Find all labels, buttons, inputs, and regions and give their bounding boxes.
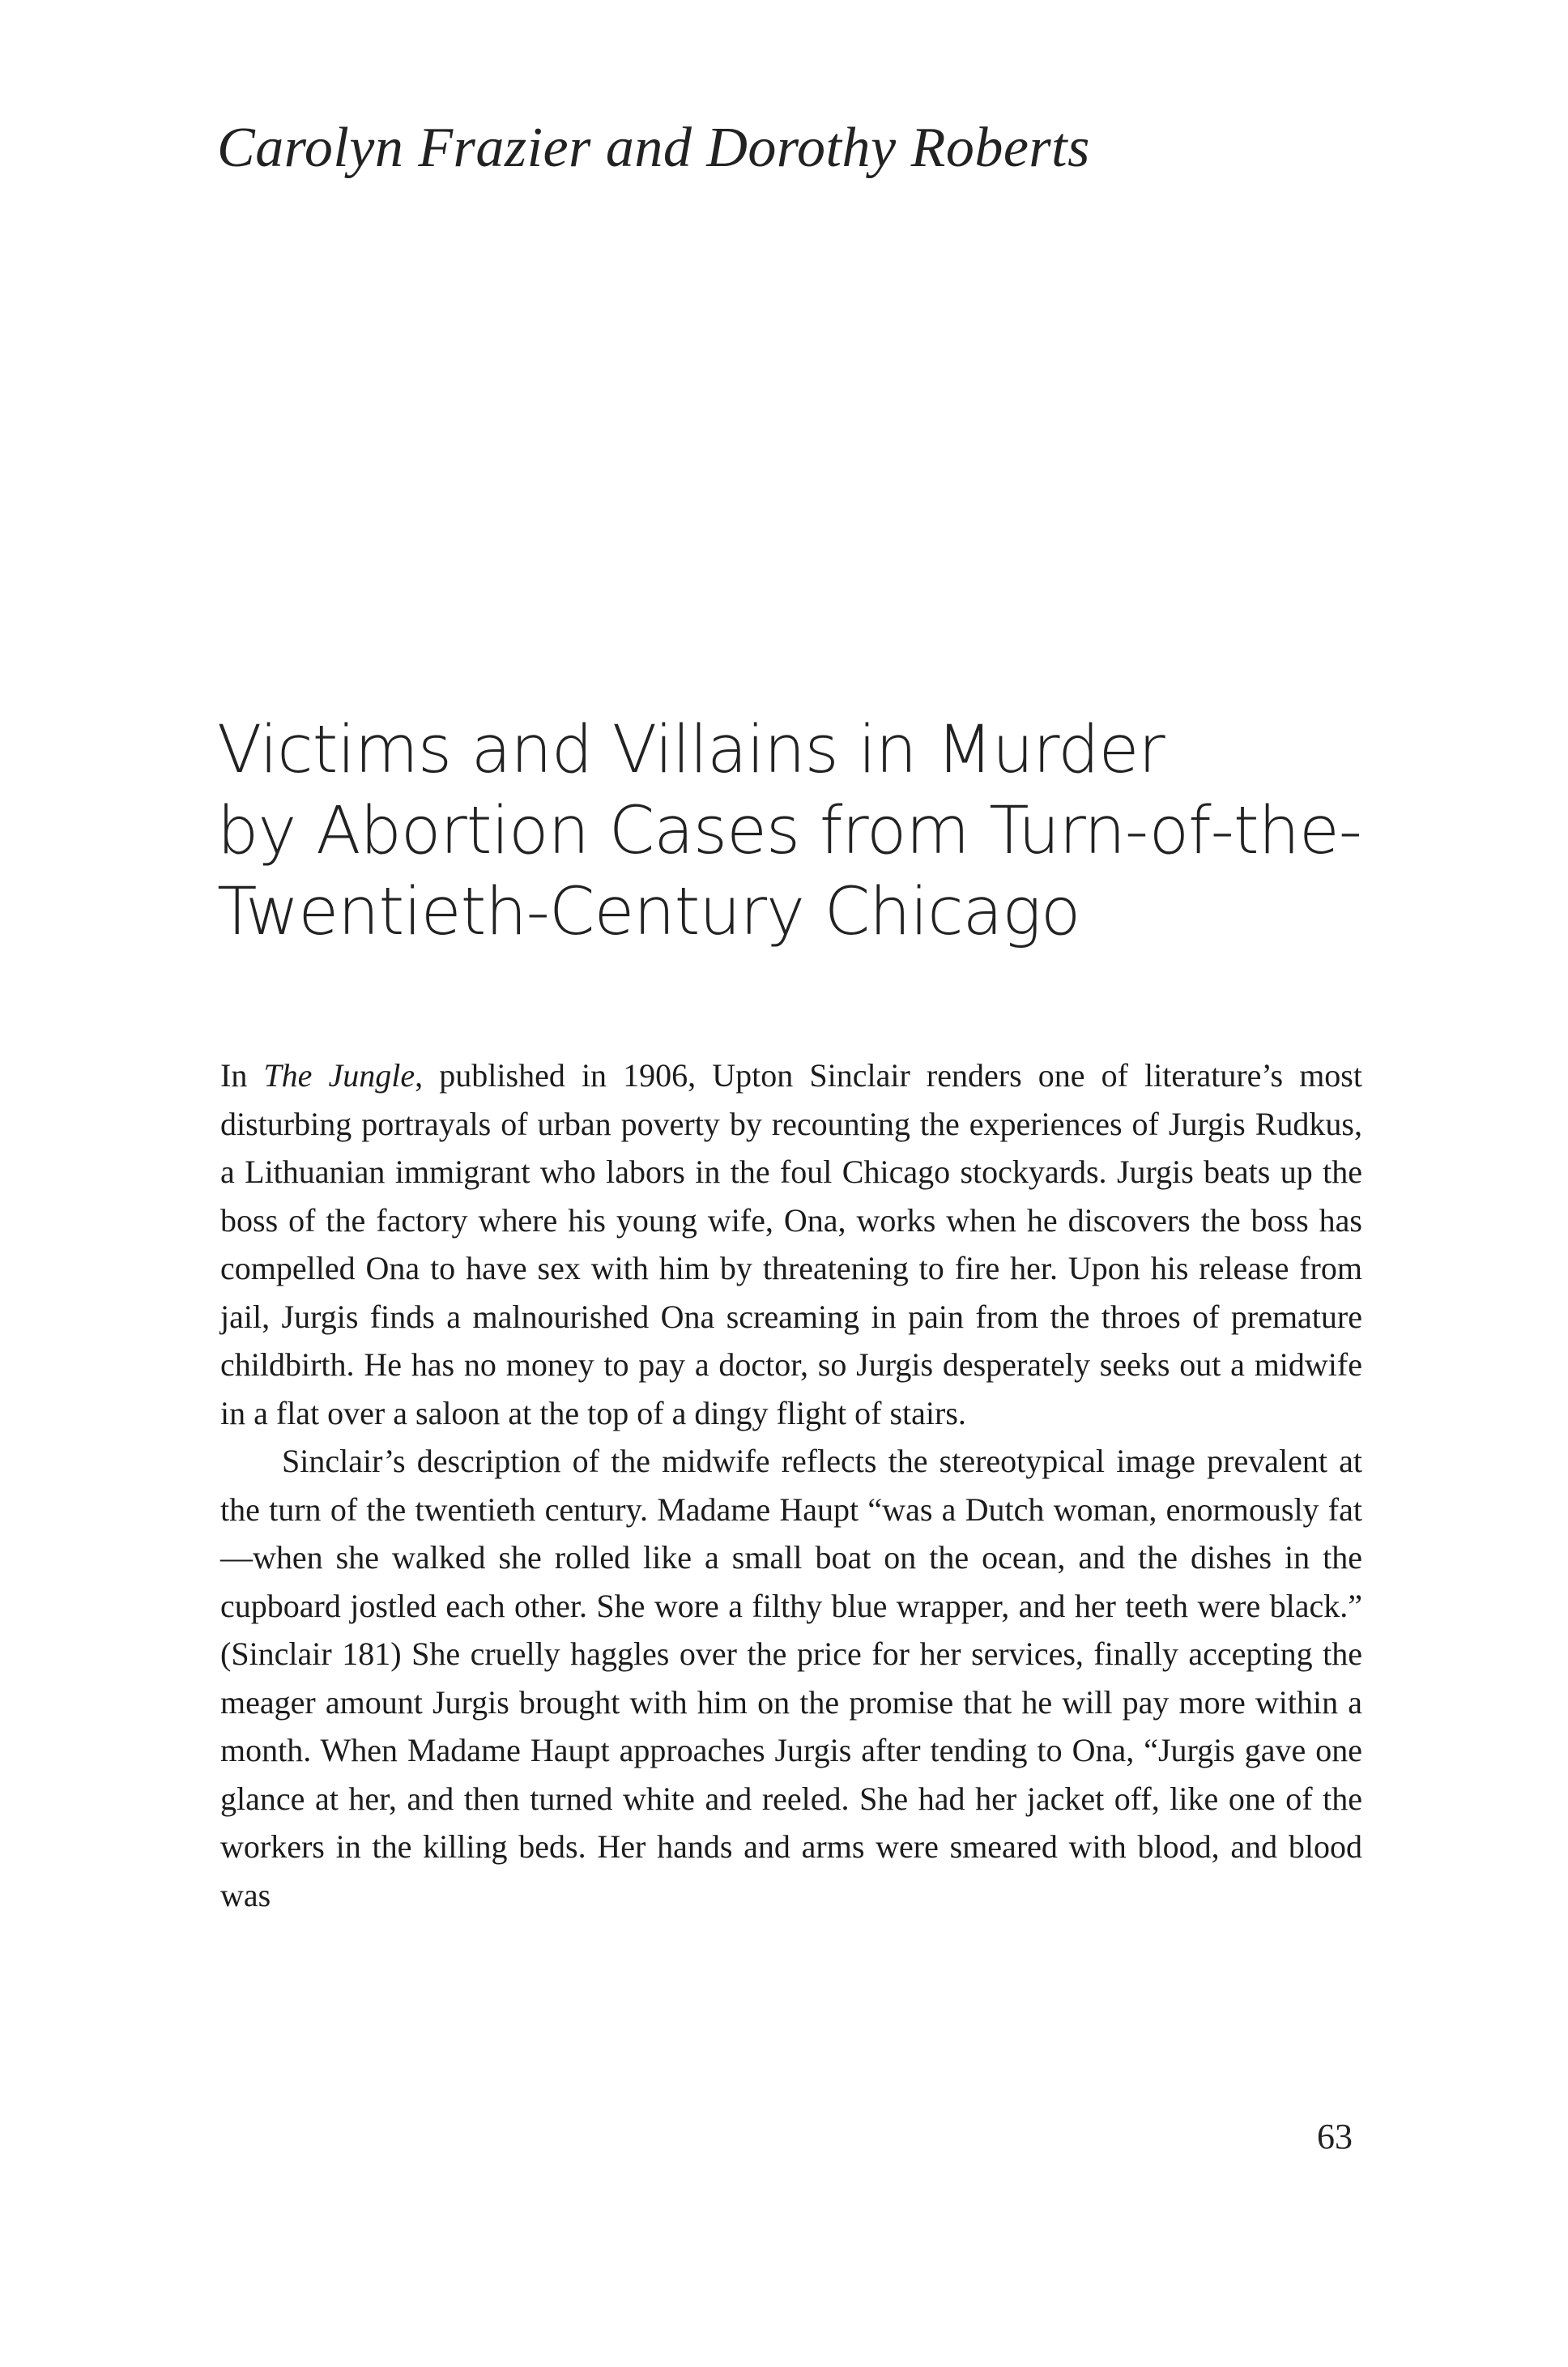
title-line-3: Twentieth-Century Chicago (217, 874, 1080, 950)
paragraph-1-text: , published in 1906, Upton Sinclair renders one of literature’s most disturbing portrayals of urban poverty by recounting the experiences of Jurgis Rudkus, a Lithuanian immigrant who labors in the foul Chicago stockyards. Jurgis beats up the boss of the factory where his young wife, Ona, works when he discovers the boss has compelled Ona to have sex with him by threatening to fire her. Upon his release from jail, Jurgis finds a malnourished Ona screaming in pain from the throes of premature childbirth. He has no money to pay a doctor, so Jurgis desperately seeks out a midwife in a flat over a saloon at the top of a dingy flight of stairs. (220, 1057, 1362, 1431)
article-body (220, 1051, 1362, 1919)
title-line-1: Victims and Villains in Murder (217, 712, 1165, 788)
paragraph-1 (220, 1051, 1362, 1437)
title-line-2: by Abortion Cases from Turn-of-the- (217, 793, 1362, 869)
article-title (217, 710, 1416, 953)
running-header-authors: Carolyn Frazier and Dorothy Roberts (217, 117, 1090, 179)
page-number: 63 (1317, 2117, 1353, 2156)
paragraph-2: Sinclair’s description of the midwife reflects the stereotypical image prevalent at the turn of the twentieth century. Madame Haupt “was a Dutch woman, enormously fat—when she walked she rolled like a small boat on the ocean, and the dishes in the cupboard jostled each other. She wore a filthy blue wrapper, and her teeth were black.” (Sinclair 181) She cruelly haggles over the price for her services, finally accepting the meager amount Jurgis brought with him on the promise that he will pay more within a month. When Madame Haupt approaches Jurgis after tending to Ona, “Jurgis gave one glance at her, and then turned white and reeled. She had her jacket off, like one of the workers in the killing beds. Her hands and arms were smeared with blood, and blood was (220, 1443, 1362, 1913)
book-title-italic: The Jungle (263, 1057, 415, 1094)
paragraph-1-prefix: In (220, 1057, 264, 1094)
